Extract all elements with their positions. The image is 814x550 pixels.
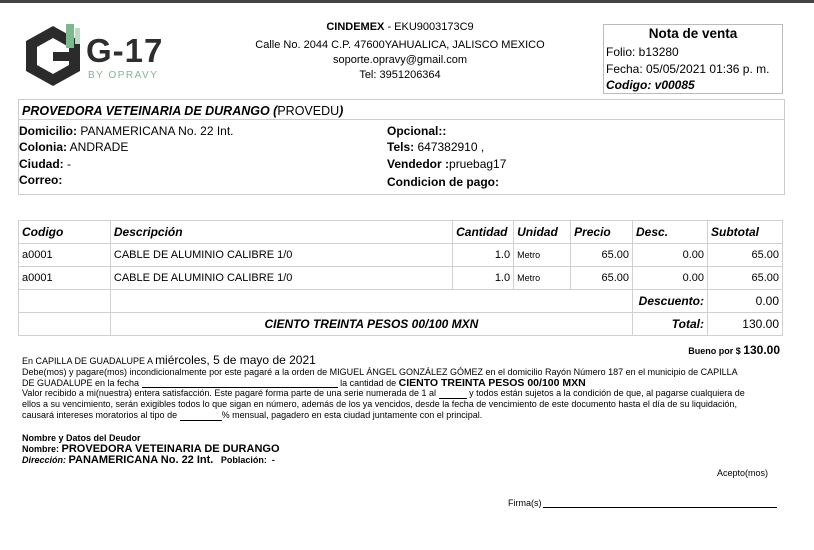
cell-descripcion: CABLE DE ALUMINIO CALIBRE 1/0: [110, 267, 452, 290]
company-tel: Tel: 3951206364: [359, 69, 441, 81]
client-name: [19, 100, 784, 120]
opcional-label: Opcional::: [387, 124, 447, 138]
cell-subtotal: 65.00: [708, 267, 783, 290]
client-name-text: PROVEDORA VETEINARIA DE DURANGO (: [22, 104, 278, 118]
pagare-line4: ellos a su vencimiento, serán exigibles todos lo que sigan en número, además de los ya vencidos, desde la fecha de vencimiento de este documento hasta el día de su liquidación,: [22, 399, 737, 410]
pagare-line2a: DE GUADALUPE en la fecha: [22, 377, 142, 388]
deudor-title: Nombre y Datos del Deudor: [22, 433, 141, 443]
tels-value: 647382910 ,: [414, 140, 485, 154]
domicilio-value: PANAMERICANA No. 22 Int.: [77, 124, 234, 138]
bueno-value: 130.00: [743, 343, 780, 357]
logo-subtitle: BY OPRAVY: [88, 70, 159, 81]
total-letra: CIENTO TREINTA PESOS 00/100 MXN: [110, 313, 632, 336]
cell-unidad: Metro: [514, 267, 571, 290]
company-address: Calle No. 2044 C.P. 47600YAHUALICA, JALISCO MEXICO: [255, 39, 545, 51]
pagare-lugar: En CAPILLA DE GUADALUPE A: [22, 356, 156, 366]
firma-blank: [543, 507, 777, 508]
vendedor-value: pruebag17: [449, 157, 507, 171]
firma-line: [508, 498, 777, 508]
domicilio-label: Domicilio:: [19, 124, 78, 138]
condicion-label: Condicion de pago:: [387, 175, 499, 189]
nota-box: [603, 24, 783, 94]
deudor-nombre: PROVEDORA VETEINARIA DE DURANGO: [61, 443, 280, 455]
header-precio: Precio: [571, 221, 633, 244]
client-tels: [387, 140, 484, 154]
cell-unidad: Metro: [514, 244, 571, 267]
top-border: [0, 0, 814, 3]
table-row: [19, 267, 783, 290]
header-cantidad: Cantidad: [453, 221, 514, 244]
company-info: [215, 20, 585, 83]
company-email: soporte.opravy@gmail.com: [332, 54, 468, 66]
pagare-fecha: miércoles, 5 de mayo de 2021: [155, 353, 316, 367]
descuento-label: Descuento:: [633, 290, 708, 313]
header-descripcion: Descripción: [110, 221, 452, 244]
client-name-close: ): [339, 104, 344, 118]
correo-label: Correo:: [19, 173, 63, 187]
pagare-line5a: causará intereses moratorios al tipo de: [22, 409, 180, 420]
company-logo: [22, 24, 192, 94]
tels-label: Tels:: [387, 140, 415, 154]
bueno-label: Bueno por $: [688, 346, 744, 356]
client-domicilio: [19, 124, 234, 138]
cell-precio: 65.00: [571, 267, 633, 290]
header-codigo: Codigo: [19, 221, 111, 244]
colonia-label: Colonia:: [19, 140, 67, 154]
cell-codigo: a0001: [19, 267, 111, 290]
total-row: [19, 313, 783, 336]
pagare-line3a: Valor recibido a mi(nuestra) entera satisfacción. Este pagaré forma parte de una serie numerada de 1 al: [22, 388, 439, 399]
descuento-value: 0.00: [708, 290, 783, 313]
g17-logo-icon: [22, 24, 84, 90]
acepto-label: Acepto(mos): [717, 468, 769, 478]
pagare-cantidad: CIENTO TREINTA PESOS 00/100 MXN: [398, 376, 586, 389]
cell-subtotal: 65.00: [708, 244, 783, 267]
descuento-row: [19, 290, 783, 313]
cell-cantidad: 1.0: [453, 244, 514, 267]
deudor-nombre-label: Nombre:: [22, 444, 62, 454]
interes-blank: [180, 420, 222, 421]
pagare-line2b: la cantidad de: [337, 377, 399, 388]
cell-codigo: a0001: [19, 244, 111, 267]
client-ciudad: [19, 157, 71, 171]
deudor-direccion-label: Dirección:: [22, 455, 69, 465]
cell-precio: 65.00: [571, 244, 633, 267]
pagare-line5b: % mensual, pagadero en esta ciudad juntamente con el principal.: [221, 409, 483, 420]
client-opcional: [387, 124, 446, 138]
logo-text: G-17: [86, 32, 164, 69]
nota-title: Nota de venta: [603, 24, 783, 43]
pagare-line3b: y todos están sujetos a la condición de que, al pagarse cualquiera de: [466, 388, 745, 399]
nota-codigo: Codigo: v00085: [606, 78, 695, 92]
deudor-poblacion: -: [269, 455, 275, 465]
company-rfc: - EKU9003173C9: [384, 21, 474, 33]
client-colonia: [19, 140, 128, 154]
pagare-text: [22, 355, 782, 421]
total-label: Total:: [633, 313, 708, 336]
client-vendedor: [387, 157, 506, 171]
cell-desc: 0.00: [633, 267, 708, 290]
header-desc: Desc.: [633, 221, 708, 244]
ciudad-value: -: [63, 157, 72, 171]
vendedor-label: Vendedor :: [387, 157, 450, 171]
cell-descripcion: CABLE DE ALUMINIO CALIBRE 1/0: [110, 244, 452, 267]
ciudad-label: Ciudad:: [19, 157, 64, 171]
nota-folio: Folio: b13280: [606, 45, 679, 59]
table-row: [19, 244, 783, 267]
header-subtotal: Subtotal: [708, 221, 783, 244]
total-value: 130.00: [708, 313, 783, 336]
company-name: CINDEMEX: [326, 21, 385, 33]
table-header-row: [19, 221, 783, 244]
deudor-section: [22, 433, 280, 466]
cell-cantidad: 1.0: [453, 267, 514, 290]
firma-label: Firma(s): [508, 498, 542, 508]
deudor-direccion: PANAMERICANA No. 22 Int.: [68, 454, 214, 466]
deudor-poblacion-label: Población:: [213, 455, 270, 465]
client-box: [18, 99, 785, 195]
items-table: [18, 220, 783, 336]
cell-desc: 0.00: [633, 244, 708, 267]
nota-fecha: Fecha: 05/05/2021 01:36 p. m.: [606, 62, 770, 76]
client-code: PROVEDU: [277, 104, 340, 118]
pagare-line1: Debe(mos) y pagare(mos) incondicionalmente por este pagaré a la orden de MIGUEL ÁNGEL GONZÁLEZ GÓMEZ en el domicilio Rayón Número 187 en el municipio de CAPILLA: [22, 366, 738, 377]
colonia-value: ANDRADE: [67, 140, 129, 154]
header-unidad: Unidad: [514, 221, 571, 244]
client-correo: [19, 173, 62, 187]
client-condicion: [387, 175, 499, 189]
